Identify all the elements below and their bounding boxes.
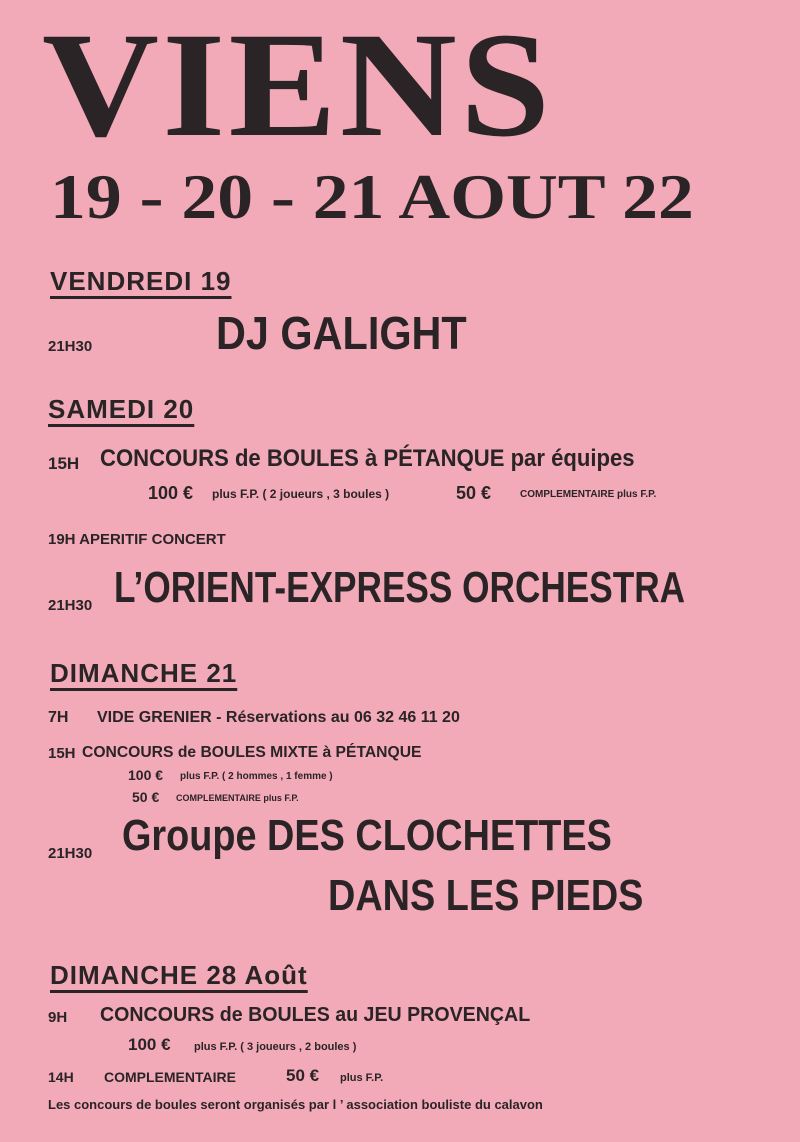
sunday-concert-time: 21H30 <box>48 845 93 862</box>
saturday-concert-act: L’ORIENT-EXPRESS ORCHESTRA <box>114 563 686 612</box>
sunday-mixte-comp-prize: 50 € <box>132 789 160 805</box>
saturday-petanque-time: 15H <box>48 454 80 473</box>
sunday-mixte-prize-note: plus F.P. ( 2 hommes , 1 femme ) <box>180 771 333 782</box>
saturday-concert-time: 21H30 <box>48 597 93 614</box>
saturday-aperitif: 19H APERITIF CONCERT <box>48 531 226 548</box>
sunday28-comp-label: COMPLEMENTAIRE <box>104 1069 236 1085</box>
poster-title: VIENS <box>42 2 554 168</box>
day-heading-friday: VENDREDI 19 <box>50 266 232 296</box>
sunday28-provencal-prize-note: plus F.P. ( 3 joueurs , 2 boules ) <box>194 1041 357 1053</box>
friday-act: DJ GALIGHT <box>216 307 467 359</box>
saturday-petanque-prize-note: plus F.P. ( 2 joueurs , 3 boules ) <box>212 487 390 501</box>
sunday-mixte-time: 15H <box>48 745 76 762</box>
sunday-concert-act-line2: DANS LES PIEDS <box>328 871 644 920</box>
day-heading-sunday: DIMANCHE 21 <box>50 658 238 688</box>
sunday-vide-grenier-text: VIDE GRENIER - Réservations au 06 32 46 11 20 <box>97 709 460 726</box>
sunday-vide-grenier-time: 7H <box>48 709 69 726</box>
footer-note: Les concours de boules seront organisés par l ’ association bouliste du calavon <box>48 1097 543 1112</box>
sunday-mixte-prize: 100 € <box>128 767 164 783</box>
sunday28-provencal-time: 9H <box>48 1009 68 1026</box>
saturday-petanque-comp-prize: 50 € <box>456 483 492 503</box>
friday-time: 21H30 <box>48 338 93 355</box>
sunday28-comp-prize: 50 € <box>286 1066 320 1085</box>
sunday28-comp-note: plus F.P. <box>340 1072 384 1084</box>
sunday28-provencal-prize: 100 € <box>128 1035 171 1054</box>
sunday-concert-act-line1: Groupe DES CLOCHETTES <box>122 811 612 860</box>
sunday-mixte-comp-note: COMPLEMENTAIRE plus F.P. <box>176 793 299 803</box>
saturday-petanque-prize: 100 € <box>148 483 194 503</box>
event-dates: 19 - 20 - 21 AOUT 22 <box>50 161 694 232</box>
day-heading-sunday-28: DIMANCHE 28 Août <box>50 960 308 990</box>
sunday28-provencal-title: CONCOURS de BOULES au JEU PROVENÇAL <box>100 1004 531 1026</box>
sunday-mixte-title: CONCOURS de BOULES MIXTE à PÉTANQUE <box>82 744 422 761</box>
day-heading-saturday: SAMEDI 20 <box>48 394 195 424</box>
saturday-petanque-title: CONCOURS de BOULES à PÉTANQUE par équipes <box>100 445 635 472</box>
saturday-petanque-comp-note: COMPLEMENTAIRE plus F.P. <box>520 489 657 500</box>
sunday28-comp-time: 14H <box>48 1069 74 1085</box>
